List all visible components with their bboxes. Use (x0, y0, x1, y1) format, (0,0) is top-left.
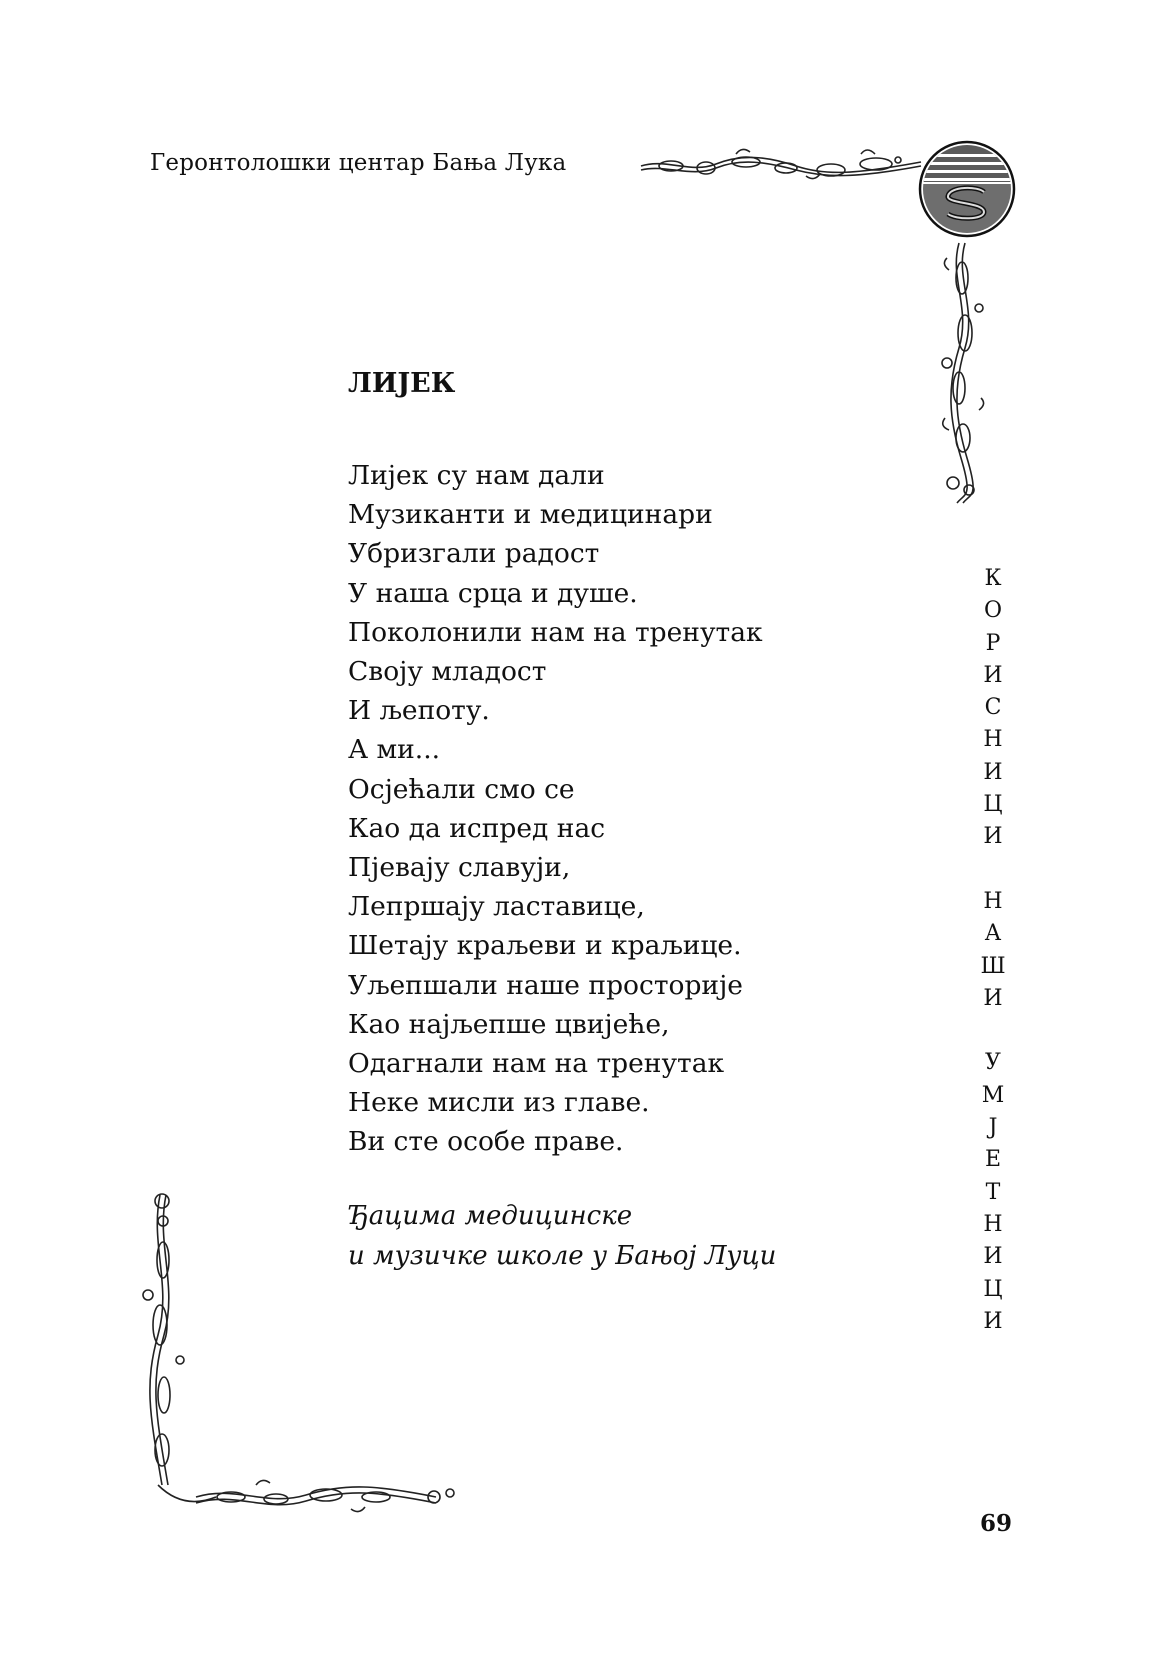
logo-icon (918, 140, 1016, 238)
poem-line: У наша срца и душе. (348, 577, 638, 609)
vertical-letter: Ц (983, 792, 1003, 818)
vertical-letter: У (985, 1050, 1001, 1076)
vertical-letter-gap (978, 1015, 1008, 1047)
bottom-left-vine-ornament (136, 1185, 476, 1515)
poem-line: Лијек су нам дали (348, 460, 605, 491)
vertical-letter: И (983, 1308, 1003, 1334)
poem-line: Као да испред нас (348, 812, 606, 844)
vertical-letter: И (983, 985, 1003, 1011)
right-vine-ornament (935, 238, 993, 508)
vertical-letter: А (984, 921, 1002, 947)
vertical-letter: О (983, 598, 1003, 624)
poem-title: ЛИЈЕК (348, 368, 456, 399)
poem-line: А ми... (348, 734, 441, 766)
poem-line: Као најљепше цвијеће, (348, 1008, 670, 1040)
poem-line: Ви сте особе праве. (348, 1126, 624, 1158)
poem-line: Лепршају ластавице, (348, 891, 645, 923)
vertical-letter: Н (983, 1211, 1003, 1237)
vertical-letter: Т (985, 1179, 1001, 1205)
poem-body (348, 456, 763, 1162)
dedication-line: и музичке школе у Бањој Луци (348, 1241, 777, 1271)
top-vine-ornament (636, 140, 926, 190)
vertical-letter: С (984, 695, 1002, 721)
poem-line: Шетају краљеви и краљице. (348, 930, 742, 962)
running-header: Геронтолошки центар Бања Лука (150, 150, 567, 176)
poem-line: Музиканти и медицинари (348, 499, 713, 531)
vertical-letter: Ј (988, 1115, 998, 1141)
poem-line: Своју младост (348, 656, 547, 688)
vertical-letter: Н (983, 888, 1003, 914)
poem-line: Одагнали нам на тренутак (348, 1048, 725, 1080)
dedication-line: Ђацима медицинске (348, 1201, 633, 1231)
page-number: 69 (980, 1510, 1013, 1537)
vertical-letter: М (981, 1082, 1005, 1108)
vertical-letter: Ц (983, 1276, 1003, 1302)
vertical-letter: Е (984, 1147, 1002, 1173)
vertical-letter: Ш (980, 953, 1006, 979)
vertical-letter: Н (983, 727, 1003, 753)
poem-line: Пјевају славуји, (348, 852, 571, 884)
vertical-letter: Р (985, 630, 1001, 656)
poem-line: Неке мисли из главе. (348, 1087, 650, 1119)
vertical-section-label (978, 563, 1008, 1338)
vertical-letter: И (983, 759, 1003, 785)
poem-line: Осјећали смо се (348, 773, 575, 805)
poem-line: Уљепшали наше просторије (348, 969, 743, 1001)
poem-line: И љепоту. (348, 695, 490, 727)
vertical-letter: И (983, 824, 1003, 850)
poem-line: Убризгали радост (348, 538, 600, 570)
poem-line: Поколонили нам на тренутак (348, 616, 763, 648)
vertical-letter-gap (978, 854, 1008, 886)
vertical-letter: И (983, 1244, 1003, 1270)
vertical-letter: К (984, 566, 1002, 591)
vertical-letter: И (983, 662, 1003, 688)
